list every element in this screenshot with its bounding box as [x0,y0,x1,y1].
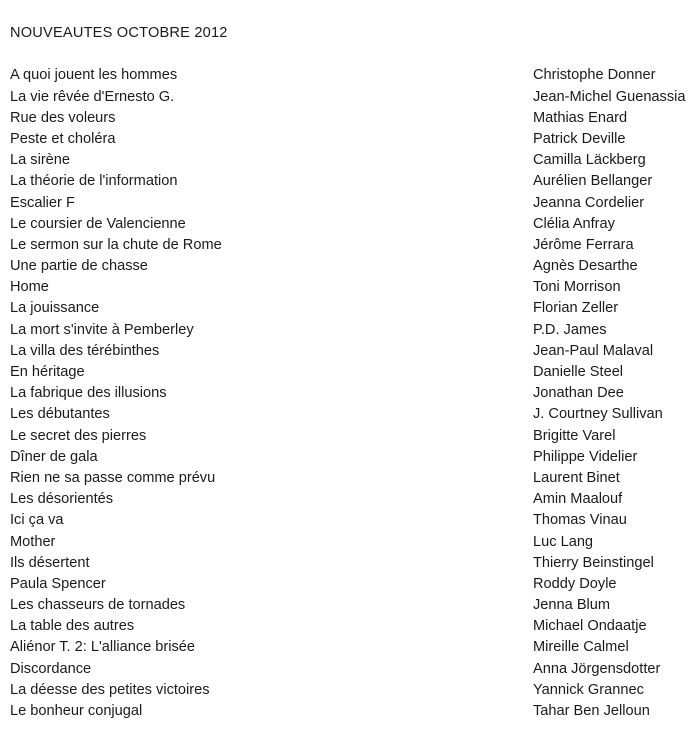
book-title: Le coursier de Valencienne [10,215,186,232]
book-author: Tahar Ben Jelloun [533,703,650,720]
table-row [10,171,692,192]
book-title: Dîner de gala [10,448,98,465]
table-row [10,341,692,362]
table-row [10,298,692,319]
table-row [10,574,692,595]
table-row [10,489,692,510]
book-author: Clélia Anfray [533,215,615,232]
book-author: Yannick Grannec [533,681,644,698]
page-title: NOUVEAUTES OCTOBRE 2012 [10,25,228,41]
book-author: Jenna Blum [533,597,611,614]
table-row [10,701,692,722]
book-author: Luc Lang [533,533,594,550]
title-spacer [10,44,692,65]
book-title: La vie rêvée d'Ernesto G. [10,88,175,105]
table-row [10,680,692,701]
book-author: Jeanna Cordelier [533,194,645,211]
table-row [10,404,692,425]
table-row [10,235,692,256]
book-author: J. Courtney Sullivan [533,406,663,423]
book-title: Peste et choléra [10,130,116,147]
book-author: Camilla Läckberg [533,152,646,169]
book-title: La mort s'invite à Pemberley [10,321,194,338]
book-title: Le secret des pierres [10,427,147,444]
book-title: La théorie de l'information [10,173,178,190]
book-title: En héritage [10,364,85,381]
book-title: Le bonheur conjugal [10,703,143,720]
book-title: La fabrique des illusions [10,385,167,402]
book-title: Le sermon sur la chute de Rome [10,236,222,253]
book-author: Jean-Michel Guenassia [533,88,686,105]
table-row [10,65,692,86]
book-author: Patrick Deville [533,130,626,147]
book-title: Discordance [10,660,92,677]
table-row [10,595,692,616]
book-author: Toni Morrison [533,279,621,296]
book-author: Thierry Beinstingel [533,554,654,571]
book-author: Danielle Steel [533,364,624,381]
table-row [10,553,692,574]
book-author: Florian Zeller [533,300,619,317]
book-title: Une partie de chasse [10,258,148,275]
book-title: Les débutantes [10,406,110,423]
book-title: A quoi jouent les hommes [10,67,178,84]
book-title: La déesse des petites victoires [10,681,210,698]
book-list [10,65,692,722]
table-row [10,532,692,553]
book-author: Mathias Enard [533,109,628,126]
book-title: Paula Spencer [10,575,106,592]
book-author: Jean-Paul Malaval [533,342,654,359]
book-title: Mother [10,533,56,550]
book-author: Mireille Calmel [533,639,629,656]
table-row [10,447,692,468]
book-author: Aurélien Bellanger [533,173,653,190]
table-row [10,87,692,108]
table-row [10,320,692,341]
table-row [10,150,692,171]
table-row [10,277,692,298]
book-author: Agnès Desarthe [533,258,638,275]
book-author: Christophe Donner [533,67,656,84]
table-row [10,510,692,531]
book-author: Laurent Binet [533,469,620,486]
book-title: Ils désertent [10,554,90,571]
table-row [10,468,692,489]
book-author: Michael Ondaatje [533,618,647,635]
book-title: La sirène [10,152,71,169]
table-row [10,637,692,658]
table-row [10,426,692,447]
book-title: Rue des voleurs [10,109,116,126]
book-author: P.D. James [533,321,607,338]
book-title: Escalier F [10,194,75,211]
book-title: Home [10,279,49,296]
table-row [10,214,692,235]
book-title: Rien ne sa passe comme prévu [10,469,216,486]
table-row [10,193,692,214]
book-author: Thomas Vinau [533,512,627,529]
book-author: Philippe Videlier [533,448,638,465]
book-title: La jouissance [10,300,100,317]
table-row [10,616,692,637]
book-title: Les désorientés [10,491,114,508]
book-title: La villa des térébinthes [10,342,160,359]
book-title: La table des autres [10,618,135,635]
table-row [10,256,692,277]
book-author: Brigitte Varel [533,427,616,444]
book-author: Amin Maalouf [533,491,623,508]
book-title: Les chasseurs de tornades [10,597,186,614]
table-row [10,108,692,129]
book-author: Anna Jörgensdotter [533,660,661,677]
book-title: Aliénor T. 2: L'alliance brisée [10,639,196,656]
book-author: Jonathan Dee [533,385,624,402]
table-row [10,659,692,680]
book-author: Roddy Doyle [533,575,617,592]
table-row [10,383,692,404]
table-row [10,129,692,150]
table-row [10,362,692,383]
book-title: Ici ça va [10,512,64,529]
book-author: Jérôme Ferrara [533,236,634,253]
